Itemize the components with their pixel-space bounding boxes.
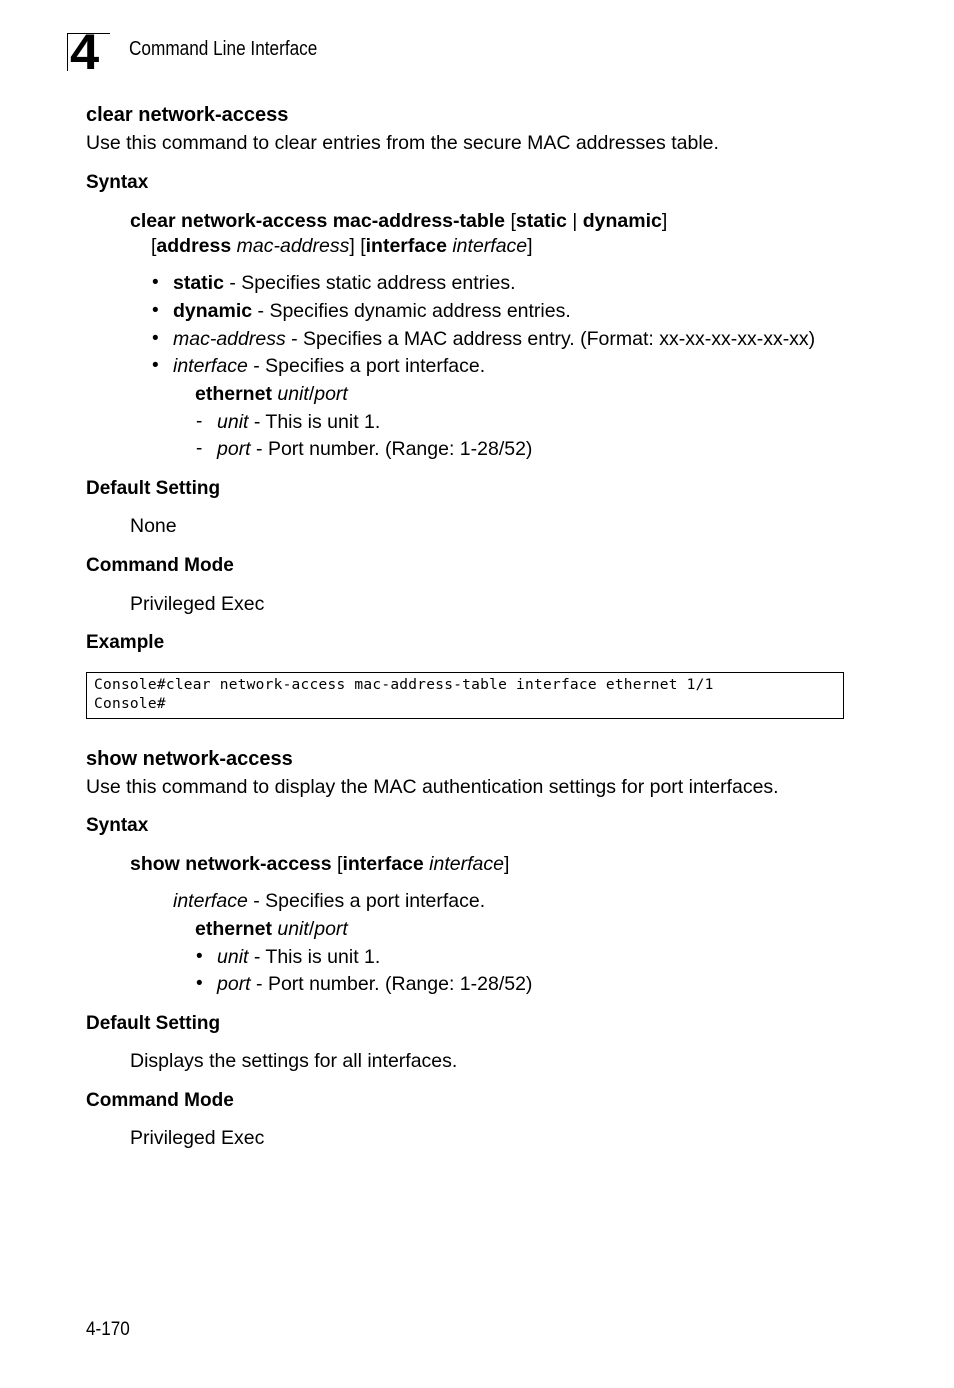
syntax-line-2-clear: [151, 234, 533, 258]
param-term: unit: [217, 411, 249, 433]
syntax-keyword-interface: interface: [342, 853, 424, 875]
syntax-arg-interface: interface: [429, 853, 504, 875]
param-term: port: [217, 973, 251, 995]
chapter-number: 4: [70, 24, 99, 80]
bullet-glyph: •: [152, 272, 159, 293]
param-interface: [173, 354, 485, 378]
syntax-heading-clear: Syntax: [86, 172, 149, 193]
param-interface-show: [173, 889, 485, 913]
syntax-line-show: [130, 852, 509, 876]
bullet-glyph: •: [196, 973, 203, 994]
param-term: interface: [173, 355, 248, 377]
syntax-pipe: |: [566, 210, 583, 232]
command-mode-heading-show: Command Mode: [86, 1090, 234, 1111]
sub-param-port-show: [217, 972, 532, 996]
syntax-keyword-dynamic: dynamic: [582, 210, 662, 232]
sub-param-port-clear: [217, 437, 532, 461]
syntax-keyword-static: static: [515, 210, 567, 232]
ethernet-port: port: [314, 918, 348, 940]
syntax-bracket: [: [151, 235, 157, 257]
command-mode-value-clear: Privileged Exec: [130, 593, 265, 615]
param-dynamic: [173, 299, 571, 323]
example-code-box: [86, 672, 844, 719]
syntax-bracket: [: [505, 210, 516, 232]
code-line: Console#clear network-access mac-address-table interface ethernet 1/1: [94, 677, 714, 693]
param-desc: - Port number. (Range: 1-28/52): [250, 973, 533, 995]
ethernet-keyword: ethernet: [195, 383, 272, 405]
syntax-line-1-clear: [130, 209, 667, 233]
param-term: port: [217, 438, 251, 460]
dash-glyph: -: [196, 411, 203, 432]
bullet-glyph: •: [152, 328, 159, 349]
ethernet-slash: /: [308, 918, 315, 940]
section-title-show: show network-access: [86, 748, 293, 770]
syntax-bracket: ]: [503, 853, 510, 875]
param-static: [173, 271, 516, 295]
ethernet-unit: unit: [277, 918, 309, 940]
ethernet-line-show: [195, 917, 348, 941]
code-line: Console#: [94, 696, 166, 712]
syntax-command: clear network-access mac-address-table: [130, 210, 506, 232]
command-mode-heading-clear: Command Mode: [86, 555, 234, 576]
bullet-glyph: •: [152, 300, 159, 321]
param-term: dynamic: [173, 300, 253, 322]
example-heading: Example: [86, 632, 165, 653]
param-term: mac-address: [173, 328, 286, 350]
running-header-title: Command Line Interface: [129, 38, 318, 60]
param-term: interface: [173, 890, 248, 912]
syntax-bracket: ] [: [349, 235, 366, 257]
syntax-bracket: ]: [527, 235, 533, 257]
default-setting-value-show: Displays the settings for all interfaces.: [130, 1050, 458, 1072]
page-number: 4-170: [86, 1319, 130, 1340]
param-desc: - Specifies a MAC address entry. (Format: xx-xx-xx-xx-xx-xx): [285, 328, 816, 350]
ethernet-slash: /: [308, 383, 315, 405]
sub-param-unit-show: [217, 945, 380, 969]
syntax-command: show network-access: [130, 853, 332, 875]
syntax-arg-interface: interface: [452, 235, 528, 257]
bullet-glyph: •: [152, 355, 159, 376]
syntax-arg-mac-address: mac-address: [236, 235, 350, 257]
param-desc: - Specifies static address entries.: [223, 272, 516, 294]
param-term: unit: [217, 946, 249, 968]
sub-param-unit-clear: [217, 410, 380, 434]
dash-glyph: -: [196, 438, 203, 459]
param-desc: - This is unit 1.: [248, 411, 381, 433]
param-desc: - Specifies a port interface.: [247, 890, 486, 912]
ethernet-unit: unit: [277, 383, 309, 405]
param-term: static: [173, 272, 224, 294]
command-mode-value-show: Privileged Exec: [130, 1127, 265, 1149]
default-setting-heading-show: Default Setting: [86, 1013, 221, 1034]
ethernet-line-clear: [195, 382, 348, 406]
param-desc: - This is unit 1.: [248, 946, 381, 968]
syntax-keyword-address: address: [156, 235, 232, 257]
param-mac-address: [173, 327, 815, 351]
section-title-clear: clear network-access: [86, 104, 289, 126]
param-desc: - Port number. (Range: 1-28/52): [250, 438, 533, 460]
default-setting-heading-clear: Default Setting: [86, 478, 221, 499]
syntax-heading-show: Syntax: [86, 815, 149, 836]
param-desc: - Specifies dynamic address entries.: [252, 300, 571, 322]
section-description-show: Use this command to display the MAC authentication settings for port interfaces.: [86, 776, 779, 798]
syntax-bracket: ]: [661, 210, 668, 232]
ethernet-keyword: ethernet: [195, 918, 272, 940]
ethernet-port: port: [314, 383, 348, 405]
bullet-glyph: •: [196, 946, 203, 967]
section-description-clear: Use this command to clear entries from the secure MAC addresses table.: [86, 132, 719, 154]
syntax-keyword-interface: interface: [365, 235, 447, 257]
default-setting-value-clear: None: [130, 515, 177, 537]
param-desc: - Specifies a port interface.: [247, 355, 486, 377]
syntax-bracket: [: [331, 853, 343, 875]
